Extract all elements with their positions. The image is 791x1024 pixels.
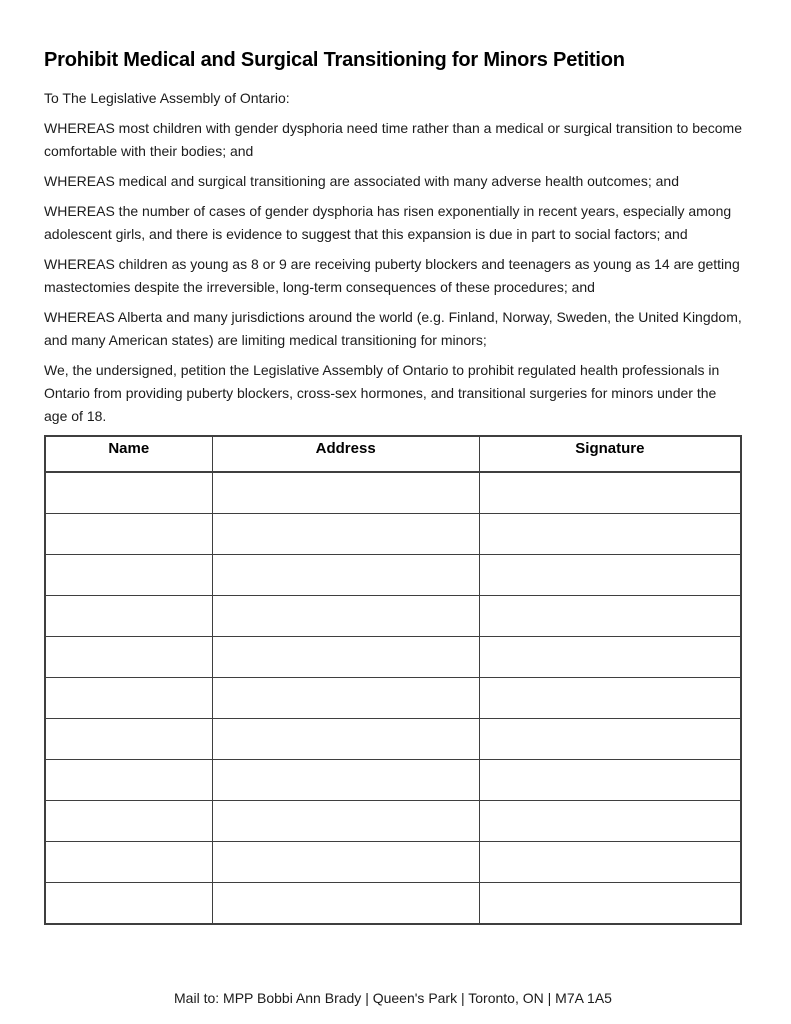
empty-signature-cell — [479, 637, 741, 678]
mail-to-footer: Mail to: MPP Bobbi Ann Brady | Queen's Park | Toronto, ON | M7A 1A5 — [174, 990, 612, 1006]
empty-address-cell — [212, 596, 479, 637]
empty-name-cell — [45, 678, 212, 719]
empty-signature-cell — [479, 801, 741, 842]
signature-row — [45, 555, 741, 596]
empty-name-cell — [45, 555, 212, 596]
empty-name-cell — [45, 760, 212, 801]
empty-address-cell — [212, 678, 479, 719]
petition-paragraph-6: We, the undersigned, petition the Legislative Assembly of Ontario to prohibit regulated health professionals in Ontario from providing puberty blockers, cross-sex hormones, and transitional surgeries for minors under the age of 18. — [44, 362, 720, 424]
empty-name-cell — [45, 719, 212, 760]
empty-signature-cell — [479, 842, 741, 883]
empty-signature-cell — [479, 555, 741, 596]
empty-address-cell — [212, 555, 479, 596]
signature-row — [45, 760, 741, 801]
empty-signature-cell — [479, 719, 741, 760]
empty-address-cell — [212, 760, 479, 801]
empty-name-cell — [45, 596, 212, 637]
signature-row — [45, 472, 741, 514]
signature-table — [44, 435, 742, 925]
empty-address-cell — [212, 883, 479, 925]
empty-name-cell — [45, 514, 212, 555]
signature-row — [45, 883, 741, 925]
page-title: Prohibit Medical and Surgical Transitioning for Minors Petition — [44, 49, 625, 71]
empty-address-cell — [212, 719, 479, 760]
petition-paragraphs — [44, 117, 742, 428]
signature-row — [45, 514, 741, 555]
empty-name-cell — [45, 883, 212, 925]
empty-signature-cell — [479, 514, 741, 555]
signature-table-body — [45, 472, 741, 924]
empty-address-cell — [212, 514, 479, 555]
empty-address-cell — [212, 801, 479, 842]
empty-name-cell — [45, 637, 212, 678]
empty-name-cell — [45, 842, 212, 883]
empty-signature-cell — [479, 883, 741, 925]
petition-paragraph-2: WHEREAS medical and surgical transitioning are associated with many adverse health outcomes; and — [44, 173, 679, 189]
signature-row — [45, 637, 741, 678]
signature-row — [45, 842, 741, 883]
signature-row — [45, 719, 741, 760]
petition-paragraph-5: WHEREAS Alberta and many jurisdictions around the world (e.g. Finland, Norway, Sweden, the United Kingdom, and many American states) are limiting medical transitioning for minors; — [44, 309, 742, 348]
signature-table-head — [45, 436, 741, 472]
signature-row — [45, 678, 741, 719]
empty-address-cell — [212, 842, 479, 883]
empty-name-cell — [45, 801, 212, 842]
empty-name-cell — [45, 472, 212, 514]
signature-table-header-row — [45, 436, 741, 472]
column-header-address: Address — [212, 436, 479, 472]
petition-paragraph-4: WHEREAS children as young as 8 or 9 are receiving puberty blockers and teenagers as young as 14 are getting mastectomies despite the irreversible, long-term consequences of these procedures; and — [44, 256, 740, 295]
petition-paragraph-3: WHEREAS the number of cases of gender dysphoria has risen exponentially in recent years, especially among adolescent girls, and there is evidence to suggest that this expansion is due in part to social factors; and — [44, 203, 732, 242]
empty-signature-cell — [479, 472, 741, 514]
empty-signature-cell — [479, 596, 741, 637]
signature-row — [45, 596, 741, 637]
signature-row — [45, 801, 741, 842]
salutation: To The Legislative Assembly of Ontario: — [44, 90, 290, 106]
empty-signature-cell — [479, 678, 741, 719]
petition-paragraph-1: WHEREAS most children with gender dysphoria need time rather than a medical or surgical transition to become comfortable with their bodies; and — [44, 120, 742, 159]
empty-address-cell — [212, 472, 479, 514]
empty-signature-cell — [479, 760, 741, 801]
column-header-signature: Signature — [479, 436, 741, 472]
column-header-name: Name — [45, 436, 212, 472]
empty-address-cell — [212, 637, 479, 678]
